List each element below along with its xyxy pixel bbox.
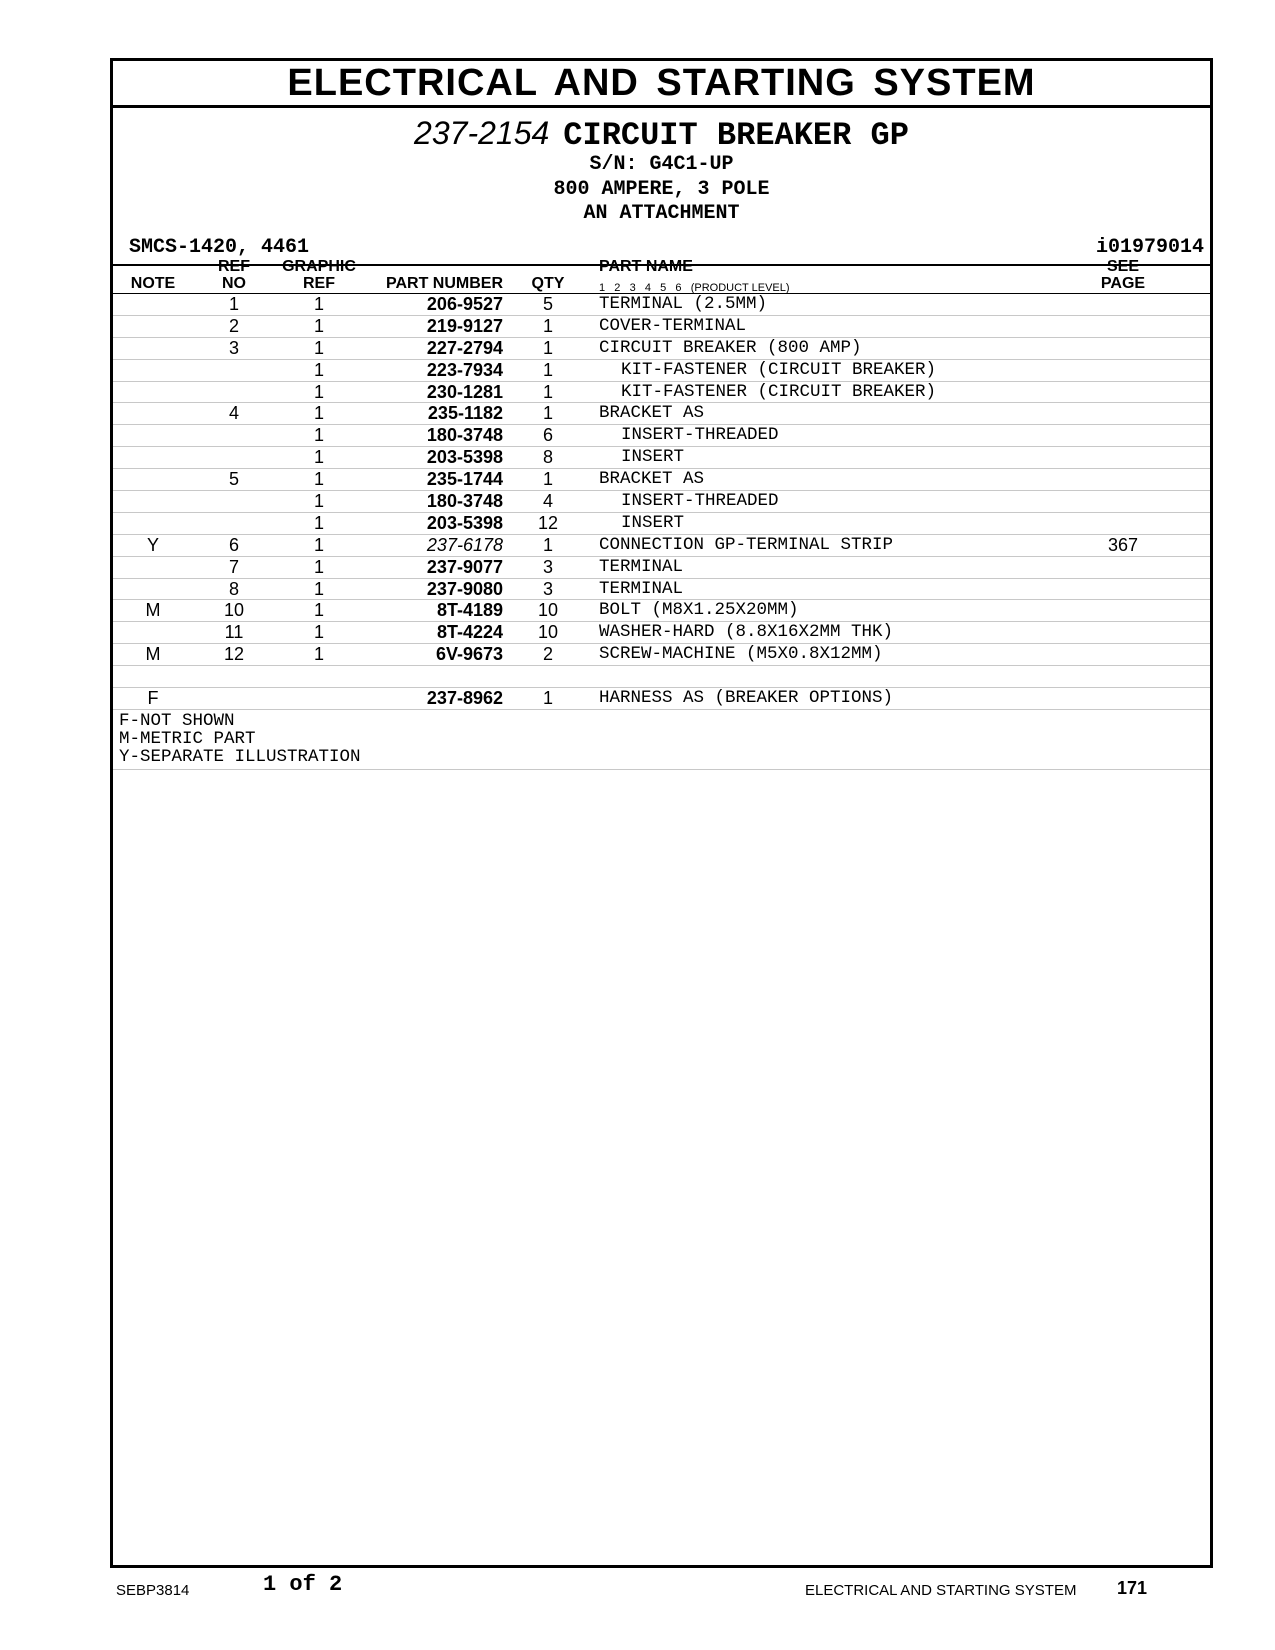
note-metric-part: M-METRIC PART xyxy=(119,729,256,749)
col-see-page: SEE PAGE xyxy=(1100,258,1146,292)
group-name: CIRCUIT BREAKER GP xyxy=(563,117,909,154)
table-row xyxy=(113,666,1210,688)
notes-rule xyxy=(113,769,1210,770)
table-row: M 12 1 6V-9673 2 SCREW-MACHINE (M5X0.8X12MM) xyxy=(113,644,1210,666)
note-separate-illustration: Y-SEPARATE ILLUSTRATION xyxy=(119,747,361,767)
table-row: 1 180-3748 6 INSERT-THREADED xyxy=(113,425,1210,447)
table-row: F 237-8962 1 HARNESS AS (BREAKER OPTIONS) xyxy=(113,688,1210,710)
col-qty: QTY xyxy=(531,275,565,292)
section-name: ELECTRICAL AND STARTING SYSTEM xyxy=(805,1582,1077,1599)
table-row: 4 1 235-1182 1 BRACKET AS xyxy=(113,403,1210,425)
table-row: Y 6 1 237-6178 1 CONNECTION GP-TERMINAL STRIP 367 xyxy=(113,535,1210,557)
page-number: 171 xyxy=(1117,1578,1148,1598)
notes-legend xyxy=(119,712,361,766)
table-row: 3 1 227-2794 1 CIRCUIT BREAKER (800 AMP) xyxy=(113,338,1210,360)
table-row: 1 230-1281 1 KIT-FASTENER (CIRCUIT BREAKER) xyxy=(113,382,1210,404)
table-row: 1 203-5398 12 INSERT xyxy=(113,513,1210,535)
col-part-number: PART NUMBER xyxy=(385,275,503,292)
table-row: 7 1 237-9077 3 TERMINAL xyxy=(113,557,1210,579)
col-note: NOTE xyxy=(130,275,176,292)
page-count: 1 of 2 xyxy=(263,1572,343,1597)
parts-table xyxy=(113,293,1210,710)
table-row: 1 223-7934 1 KIT-FASTENER (CIRCUIT BREAKER) xyxy=(113,360,1210,382)
product-level-scale: 1 2 3 4 5 6 (PRODUCT LEVEL) xyxy=(599,282,790,294)
smcs-code: SMCS-1420, 4461 xyxy=(129,236,310,259)
table-row: 5 1 235-1744 1 BRACKET AS xyxy=(113,469,1210,491)
group-part-number: 237-2154 xyxy=(414,115,550,151)
document-number: SEBP3814 xyxy=(116,1582,190,1599)
table-row: 1 203-5398 8 INSERT xyxy=(113,447,1210,469)
col-ref-no: REF NO xyxy=(218,258,250,292)
attachment-type: AN ATTACHMENT xyxy=(583,202,740,225)
rating: 800 AMPERE, 3 POLE xyxy=(553,178,770,201)
serial-number: S/N: G4C1-UP xyxy=(589,153,734,176)
col-part-name: PART NAME xyxy=(599,258,693,275)
table-row: 8 1 237-9080 3 TERMINAL xyxy=(113,579,1210,601)
table-row: 11 1 8T-4224 10 WASHER-HARD (8.8X16X2MM THK) xyxy=(113,622,1210,644)
illustration-id: i01979014 xyxy=(1095,236,1204,259)
table-row: 2 1 219-9127 1 COVER-TERMINAL xyxy=(113,316,1210,338)
note-not-shown: F-NOT SHOWN xyxy=(119,711,235,731)
page-title: ELECTRICAL AND STARTING SYSTEM xyxy=(113,61,1210,108)
col-graphic-ref: GRAPHIC REF xyxy=(282,258,356,292)
group-title xyxy=(113,115,1210,154)
table-row: M 10 1 8T-4189 10 BOLT (M8X1.25X20MM) xyxy=(113,600,1210,622)
table-row: 1 180-3748 4 INSERT-THREADED xyxy=(113,491,1210,513)
page-frame xyxy=(110,58,1213,1568)
table-row: 1 1 206-9527 5 TERMINAL (2.5MM) xyxy=(113,294,1210,316)
